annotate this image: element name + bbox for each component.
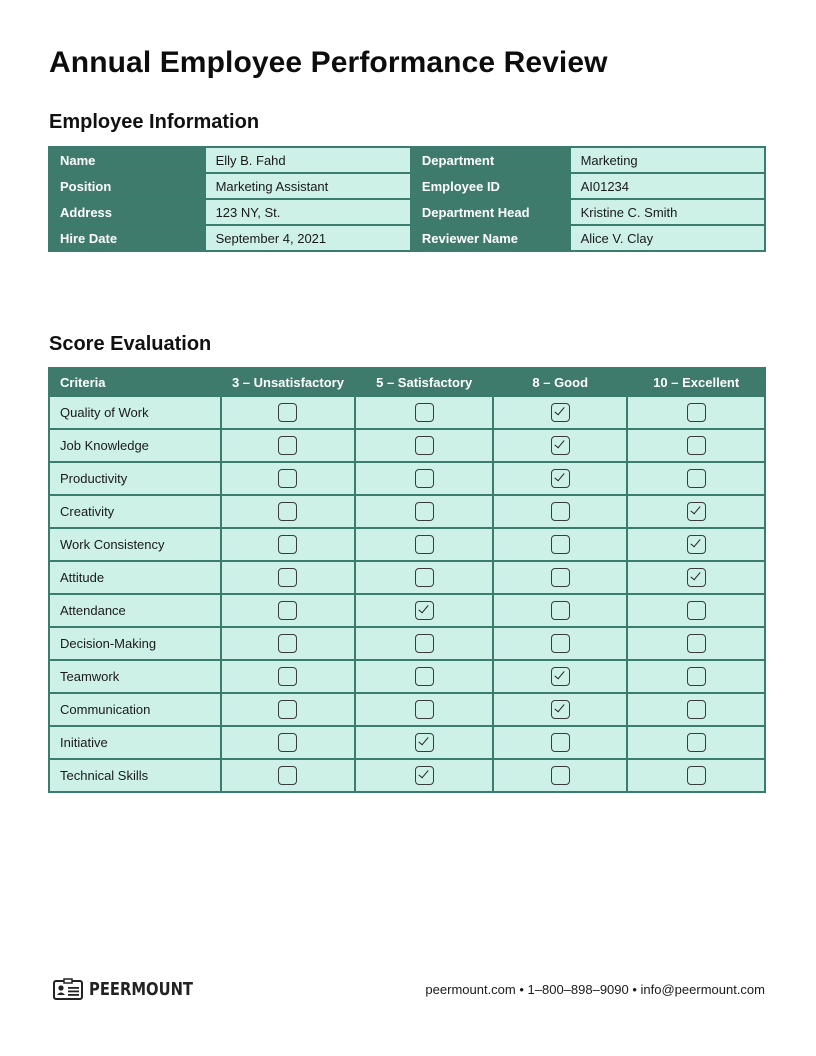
score-cell xyxy=(221,396,356,429)
checkbox[interactable] xyxy=(278,436,297,455)
score-cell xyxy=(355,660,493,693)
score-cell xyxy=(493,726,627,759)
score-cell xyxy=(627,396,765,429)
id-card-icon xyxy=(53,978,83,1000)
checkbox[interactable] xyxy=(278,733,297,752)
score-cell xyxy=(493,594,627,627)
info-label: Address xyxy=(49,199,205,225)
score-cell xyxy=(627,726,765,759)
score-cell xyxy=(627,561,765,594)
criteria-label: Creativity xyxy=(49,495,221,528)
checkbox[interactable] xyxy=(278,403,297,422)
score-column-header: 5 – Satisfactory xyxy=(355,368,493,396)
checkbox[interactable] xyxy=(415,469,434,488)
checked-checkbox[interactable] xyxy=(687,502,706,521)
checkbox[interactable] xyxy=(415,502,434,521)
score-cell xyxy=(493,429,627,462)
checkbox[interactable] xyxy=(687,403,706,422)
score-cell xyxy=(493,495,627,528)
checkbox[interactable] xyxy=(551,535,570,554)
score-cell xyxy=(355,726,493,759)
info-label: Employee ID xyxy=(411,173,570,199)
checkbox[interactable] xyxy=(278,502,297,521)
checkbox[interactable] xyxy=(415,667,434,686)
info-label: Position xyxy=(49,173,205,199)
checkbox[interactable] xyxy=(687,700,706,719)
info-label: Hire Date xyxy=(49,225,205,251)
score-cell xyxy=(221,429,356,462)
criteria-label: Initiative xyxy=(49,726,221,759)
checked-checkbox[interactable] xyxy=(415,766,434,785)
score-cell xyxy=(355,627,493,660)
score-cell xyxy=(627,528,765,561)
info-value: Elly B. Fahd xyxy=(205,147,411,173)
checkbox[interactable] xyxy=(278,700,297,719)
criteria-label: Productivity xyxy=(49,462,221,495)
score-cell xyxy=(221,759,356,792)
score-cell xyxy=(221,495,356,528)
info-value: Kristine C. Smith xyxy=(570,199,765,225)
score-cell xyxy=(355,693,493,726)
checked-checkbox[interactable] xyxy=(687,568,706,587)
info-row xyxy=(49,225,765,251)
score-row xyxy=(49,693,765,726)
score-cell xyxy=(627,660,765,693)
checkbox[interactable] xyxy=(278,535,297,554)
score-cell xyxy=(627,594,765,627)
info-label: Department xyxy=(411,147,570,173)
checkbox[interactable] xyxy=(415,700,434,719)
score-cell xyxy=(627,495,765,528)
info-row xyxy=(49,147,765,173)
info-value: Marketing xyxy=(570,147,765,173)
criteria-label: Quality of Work xyxy=(49,396,221,429)
score-cell xyxy=(627,693,765,726)
score-cell xyxy=(355,429,493,462)
score-row xyxy=(49,561,765,594)
checkbox[interactable] xyxy=(687,634,706,653)
peermount-logo xyxy=(53,978,216,1000)
checkbox[interactable] xyxy=(687,469,706,488)
criteria-label: Attitude xyxy=(49,561,221,594)
checkbox[interactable] xyxy=(551,502,570,521)
score-cell xyxy=(627,429,765,462)
score-evaluation-heading: Score Evaluation xyxy=(49,333,212,355)
score-cell xyxy=(493,396,627,429)
info-row xyxy=(49,199,765,225)
info-row xyxy=(49,173,765,199)
score-row xyxy=(49,726,765,759)
score-cell xyxy=(355,561,493,594)
info-value: Marketing Assistant xyxy=(205,173,411,199)
criteria-column-header: Criteria xyxy=(49,368,221,396)
score-cell xyxy=(221,561,356,594)
criteria-label: Teamwork xyxy=(49,660,221,693)
score-cell xyxy=(221,693,356,726)
checkbox[interactable] xyxy=(278,469,297,488)
score-cell xyxy=(493,660,627,693)
info-label: Reviewer Name xyxy=(411,225,570,251)
checkbox[interactable] xyxy=(415,403,434,422)
score-cell xyxy=(221,660,356,693)
info-value: 123 NY, St. xyxy=(205,199,411,225)
checked-checkbox[interactable] xyxy=(415,733,434,752)
page-title: Annual Employee Performance Review xyxy=(49,46,608,79)
score-row xyxy=(49,462,765,495)
checkbox[interactable] xyxy=(687,733,706,752)
info-value: September 4, 2021 xyxy=(205,225,411,251)
checked-checkbox[interactable] xyxy=(551,403,570,422)
score-cell xyxy=(221,528,356,561)
checkbox[interactable] xyxy=(415,634,434,653)
score-cell xyxy=(355,759,493,792)
checked-checkbox[interactable] xyxy=(551,700,570,719)
checked-checkbox[interactable] xyxy=(687,535,706,554)
checkbox[interactable] xyxy=(278,766,297,785)
score-row xyxy=(49,759,765,792)
employee-info-table xyxy=(48,146,766,252)
criteria-label: Communication xyxy=(49,693,221,726)
score-cell xyxy=(221,594,356,627)
info-value: AI01234 xyxy=(570,173,765,199)
criteria-label: Job Knowledge xyxy=(49,429,221,462)
checkbox[interactable] xyxy=(551,634,570,653)
score-cell xyxy=(355,396,493,429)
checked-checkbox[interactable] xyxy=(551,667,570,686)
score-cell xyxy=(493,462,627,495)
checkbox[interactable] xyxy=(687,601,706,620)
checked-checkbox[interactable] xyxy=(551,436,570,455)
score-cell xyxy=(493,693,627,726)
checkbox[interactable] xyxy=(551,601,570,620)
criteria-label: Attendance xyxy=(49,594,221,627)
checkbox[interactable] xyxy=(415,568,434,587)
score-column-header: 3 – Unsatisfactory xyxy=(221,368,356,396)
score-cell xyxy=(221,726,356,759)
checkbox[interactable] xyxy=(687,667,706,686)
info-value: Alice V. Clay xyxy=(570,225,765,251)
score-row xyxy=(49,528,765,561)
score-evaluation-table xyxy=(48,367,766,793)
checkbox[interactable] xyxy=(278,601,297,620)
checkbox[interactable] xyxy=(415,535,434,554)
score-cell xyxy=(355,594,493,627)
score-cell xyxy=(221,627,356,660)
score-cell xyxy=(355,528,493,561)
score-row xyxy=(49,627,765,660)
checkbox[interactable] xyxy=(415,436,434,455)
score-cell xyxy=(221,462,356,495)
score-cell xyxy=(627,462,765,495)
score-cell xyxy=(627,627,765,660)
checkbox[interactable] xyxy=(278,634,297,653)
footer-contact: peermount.com • 1–800–898–9090 • info@peermount.com xyxy=(425,982,765,997)
checkbox[interactable] xyxy=(551,766,570,785)
checked-checkbox[interactable] xyxy=(415,601,434,620)
checked-checkbox[interactable] xyxy=(551,469,570,488)
checkbox[interactable] xyxy=(551,733,570,752)
score-row xyxy=(49,495,765,528)
score-cell xyxy=(355,495,493,528)
checkbox[interactable] xyxy=(687,436,706,455)
score-cell xyxy=(493,561,627,594)
score-cell xyxy=(493,627,627,660)
criteria-label: Work Consistency xyxy=(49,528,221,561)
score-cell xyxy=(493,528,627,561)
info-label: Name xyxy=(49,147,205,173)
checkbox[interactable] xyxy=(551,568,570,587)
info-label: Department Head xyxy=(411,199,570,225)
checkbox[interactable] xyxy=(278,667,297,686)
score-cell xyxy=(493,759,627,792)
checkbox[interactable] xyxy=(278,568,297,587)
logo-wordmark: PEERMOUNT xyxy=(89,978,193,1000)
score-row xyxy=(49,594,765,627)
score-row xyxy=(49,396,765,429)
score-column-header: 10 – Excellent xyxy=(627,368,765,396)
score-cell xyxy=(627,759,765,792)
criteria-label: Technical Skills xyxy=(49,759,221,792)
employee-info-heading: Employee Information xyxy=(49,111,260,133)
score-row xyxy=(49,660,765,693)
criteria-label: Decision-Making xyxy=(49,627,221,660)
score-row xyxy=(49,429,765,462)
score-cell xyxy=(355,462,493,495)
checkbox[interactable] xyxy=(687,766,706,785)
score-column-header: 8 – Good xyxy=(493,368,627,396)
